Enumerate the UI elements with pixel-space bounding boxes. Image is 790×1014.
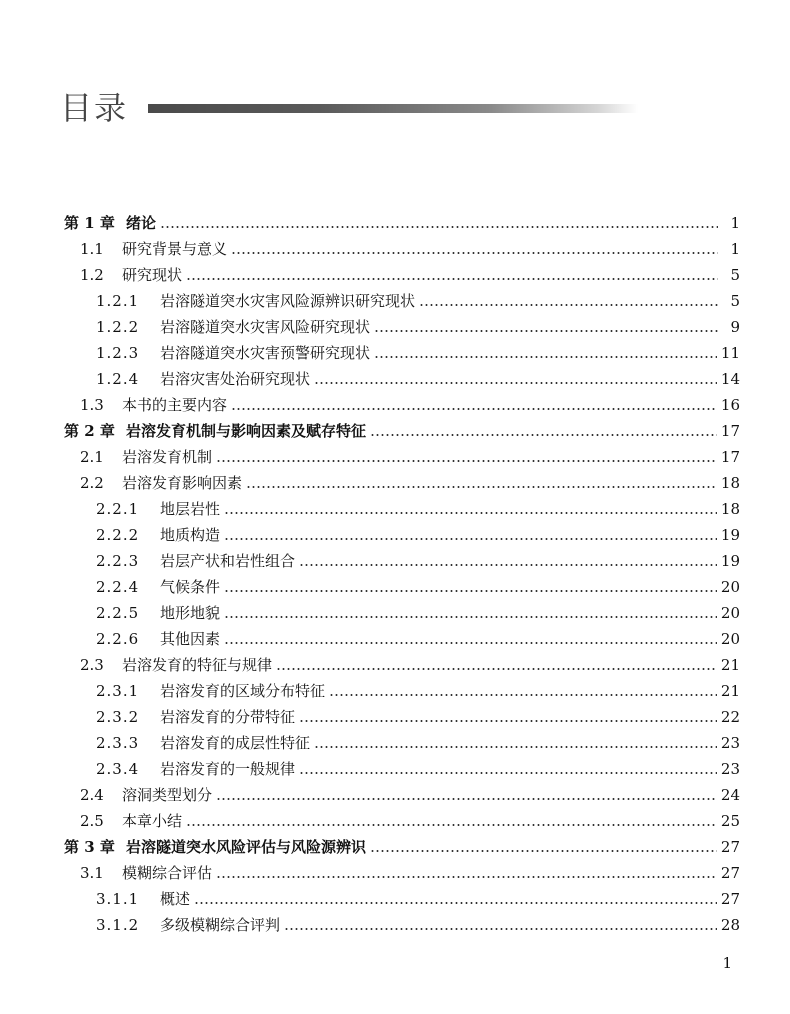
toc-entry-number: 2.3.3 <box>96 734 140 752</box>
toc-entry-title: 气候条件 <box>160 578 221 596</box>
toc-entry-number: 2.2.6 <box>96 630 140 648</box>
toc-entry-title: 地形地貌 <box>160 604 221 622</box>
toc-entry-title: 溶洞类型划分 <box>122 786 213 804</box>
title-decoration-bar <box>148 104 638 113</box>
toc-entry-page: 17 <box>720 422 740 440</box>
toc-entry-number: 1.3 <box>80 396 104 414</box>
toc-entry-page: 20 <box>720 578 740 596</box>
toc-entry-number: 3.1 <box>80 864 104 882</box>
toc-entry-page: 16 <box>720 396 740 414</box>
toc-dot-leader <box>224 512 717 514</box>
toc-entry-title: 岩溶隧道突水灾害风险源辨识研究现状 <box>160 292 416 310</box>
toc-dot-leader <box>160 226 718 228</box>
toc-section-entry[interactable] <box>60 236 740 262</box>
toc-entry-title: 绪论 <box>126 214 157 232</box>
toc-entry-number: 2.2.2 <box>96 526 140 544</box>
toc-entry-number: 2.3.2 <box>96 708 140 726</box>
toc-entry-number: 2.2.1 <box>96 500 140 518</box>
toc-entry-title: 地质构造 <box>160 526 221 544</box>
toc-section-entry[interactable] <box>60 652 740 678</box>
toc-entry-title: 岩溶发育机制 <box>122 448 213 466</box>
toc-entry-number: 3.1.1 <box>96 890 140 908</box>
toc-section-entry[interactable] <box>60 730 740 756</box>
toc-entry-page: 11 <box>720 344 740 362</box>
toc-entry-page: 24 <box>720 786 740 804</box>
toc-entry-title: 岩层产状和岩性组合 <box>160 552 296 570</box>
toc-section-entry[interactable] <box>60 444 740 470</box>
toc-section-entry[interactable] <box>60 288 740 314</box>
toc-entry-page: 25 <box>720 812 740 830</box>
toc-entry-number: 2.5 <box>80 812 104 830</box>
toc-entry-page: 27 <box>720 838 740 856</box>
toc-entry-title: 研究背景与意义 <box>122 240 228 258</box>
toc-entry-page: 1 <box>730 214 740 232</box>
toc-section-entry[interactable] <box>60 782 740 808</box>
toc-section-entry[interactable] <box>60 808 740 834</box>
toc-entry-number: 1.2.1 <box>96 292 140 310</box>
toc-entry-number: 1.2.3 <box>96 344 140 362</box>
toc-entry-number: 2.2.4 <box>96 578 140 596</box>
toc-section-entry[interactable] <box>60 262 740 288</box>
toc-section-entry[interactable] <box>60 860 740 886</box>
toc-dot-leader <box>284 928 717 930</box>
toc-section-entry[interactable] <box>60 574 740 600</box>
toc-entry-title: 岩溶发育的分带特征 <box>160 708 296 726</box>
toc-section-entry[interactable] <box>60 522 740 548</box>
toc-entry-number: 3.1.2 <box>96 916 140 934</box>
toc-entry-number: 2.2.3 <box>96 552 140 570</box>
toc-entry-title: 其他因素 <box>160 630 221 648</box>
toc-entry-number: 2.2.5 <box>96 604 140 622</box>
toc-entry-title: 岩溶隧道突水风险评估与风险源辨识 <box>126 838 367 856</box>
toc-dot-leader <box>276 668 717 670</box>
toc-dot-leader <box>299 720 717 722</box>
toc-entry-page: 18 <box>720 474 740 492</box>
toc-entry-number: 2.3.1 <box>96 682 140 700</box>
toc-entry-title: 岩溶发育影响因素 <box>122 474 243 492</box>
toc-dot-leader <box>246 486 717 488</box>
toc-entry-number: 1.1 <box>80 240 104 258</box>
toc-entry-page: 27 <box>720 864 740 882</box>
toc-entry-title: 本章小结 <box>122 812 183 830</box>
toc-section-entry[interactable] <box>60 496 740 522</box>
toc-entry-page: 19 <box>720 526 740 544</box>
toc-entry-page: 1 <box>730 240 740 258</box>
toc-entry-title: 本书的主要内容 <box>122 396 228 414</box>
toc-dot-leader <box>370 434 717 436</box>
toc-section-entry[interactable] <box>60 392 740 418</box>
toc-entry-number: 1.2 <box>80 266 104 284</box>
toc-entry-page: 20 <box>720 630 740 648</box>
toc-entry-number: 2.2 <box>80 474 104 492</box>
toc-section-entry[interactable] <box>60 548 740 574</box>
toc-entry-number: 第 3 章 <box>64 838 115 856</box>
toc-entry-number: 第 1 章 <box>64 214 115 232</box>
toc-entry-title: 研究现状 <box>122 266 183 284</box>
toc-entry-number: 1.2.2 <box>96 318 140 336</box>
toc-dot-leader <box>194 902 717 904</box>
toc-entry-page: 5 <box>730 266 740 284</box>
toc-section-entry[interactable] <box>60 912 740 938</box>
toc-entry-title: 岩溶发育的区域分布特征 <box>160 682 326 700</box>
toc-dot-leader <box>374 356 717 358</box>
toc-entry-page: 20 <box>720 604 740 622</box>
toc-section-entry[interactable] <box>60 626 740 652</box>
page-number: 1 <box>722 954 732 972</box>
toc-entry-page: 22 <box>720 708 740 726</box>
toc-entry-page: 9 <box>730 318 740 336</box>
toc-entry-page: 28 <box>720 916 740 934</box>
toc-entry-page: 14 <box>720 370 740 388</box>
toc-section-entry[interactable] <box>60 340 740 366</box>
toc-dot-leader <box>374 330 718 332</box>
toc-dot-leader <box>231 252 718 254</box>
toc-dot-leader <box>314 382 717 384</box>
toc-entry-page: 17 <box>720 448 740 466</box>
toc-section-entry[interactable] <box>60 366 740 392</box>
toc-dot-leader <box>224 590 717 592</box>
toc-dot-leader <box>299 772 717 774</box>
toc-entry-title: 地层岩性 <box>160 500 221 518</box>
toc-entry-title: 概述 <box>160 890 191 908</box>
toc-entry-title: 岩溶发育机制与影响因素及赋存特征 <box>126 422 367 440</box>
toc-entry-page: 19 <box>720 552 740 570</box>
toc-entry-page: 27 <box>720 890 740 908</box>
toc-chapter-entry[interactable] <box>60 210 740 236</box>
toc-dot-leader <box>314 746 717 748</box>
toc-entry-number: 2.1 <box>80 448 104 466</box>
toc-entry-title: 岩溶隧道突水灾害风险研究现状 <box>160 318 371 336</box>
toc-dot-leader <box>299 564 717 566</box>
toc-entry-page: 18 <box>720 500 740 518</box>
toc-dot-leader <box>370 850 717 852</box>
toc-section-entry[interactable] <box>60 756 740 782</box>
toc-section-entry[interactable] <box>60 600 740 626</box>
toc-dot-leader <box>216 876 717 878</box>
table-of-contents <box>60 210 740 938</box>
toc-dot-leader <box>186 824 717 826</box>
toc-entry-page: 23 <box>720 760 740 778</box>
toc-section-entry[interactable] <box>60 704 740 730</box>
toc-entry-title: 模糊综合评估 <box>122 864 213 882</box>
toc-dot-leader <box>186 278 718 280</box>
toc-entry-page: 21 <box>720 682 740 700</box>
toc-dot-leader <box>231 408 717 410</box>
toc-entry-page: 5 <box>730 292 740 310</box>
toc-entry-title: 岩溶隧道突水灾害预警研究现状 <box>160 344 371 362</box>
toc-entry-title: 岩溶发育的一般规律 <box>160 760 296 778</box>
toc-entry-number: 2.3.4 <box>96 760 140 778</box>
toc-entry-title: 岩溶发育的成层性特征 <box>160 734 311 752</box>
toc-entry-number: 第 2 章 <box>64 422 115 440</box>
toc-entry-title: 多级模糊综合评判 <box>160 916 281 934</box>
toc-dot-leader <box>224 616 717 618</box>
toc-section-entry[interactable] <box>60 470 740 496</box>
toc-entry-page: 23 <box>720 734 740 752</box>
page-title: 目录 <box>60 89 129 127</box>
toc-entry-number: 1.2.4 <box>96 370 140 388</box>
toc-section-entry[interactable] <box>60 678 740 704</box>
toc-entry-number: 2.3 <box>80 656 104 674</box>
toc-dot-leader <box>329 694 717 696</box>
toc-entry-number: 2.4 <box>80 786 104 804</box>
toc-entry-title: 岩溶发育的特征与规律 <box>122 656 273 674</box>
toc-dot-leader <box>419 304 718 306</box>
toc-chapter-entry[interactable] <box>60 834 740 860</box>
toc-section-entry[interactable] <box>60 314 740 340</box>
toc-dot-leader <box>216 460 717 462</box>
toc-dot-leader <box>224 642 717 644</box>
toc-chapter-entry[interactable] <box>60 418 740 444</box>
toc-dot-leader <box>216 798 717 800</box>
toc-entry-page: 21 <box>720 656 740 674</box>
toc-dot-leader <box>224 538 717 540</box>
toc-section-entry[interactable] <box>60 886 740 912</box>
toc-entry-title: 岩溶灾害处治研究现状 <box>160 370 311 388</box>
